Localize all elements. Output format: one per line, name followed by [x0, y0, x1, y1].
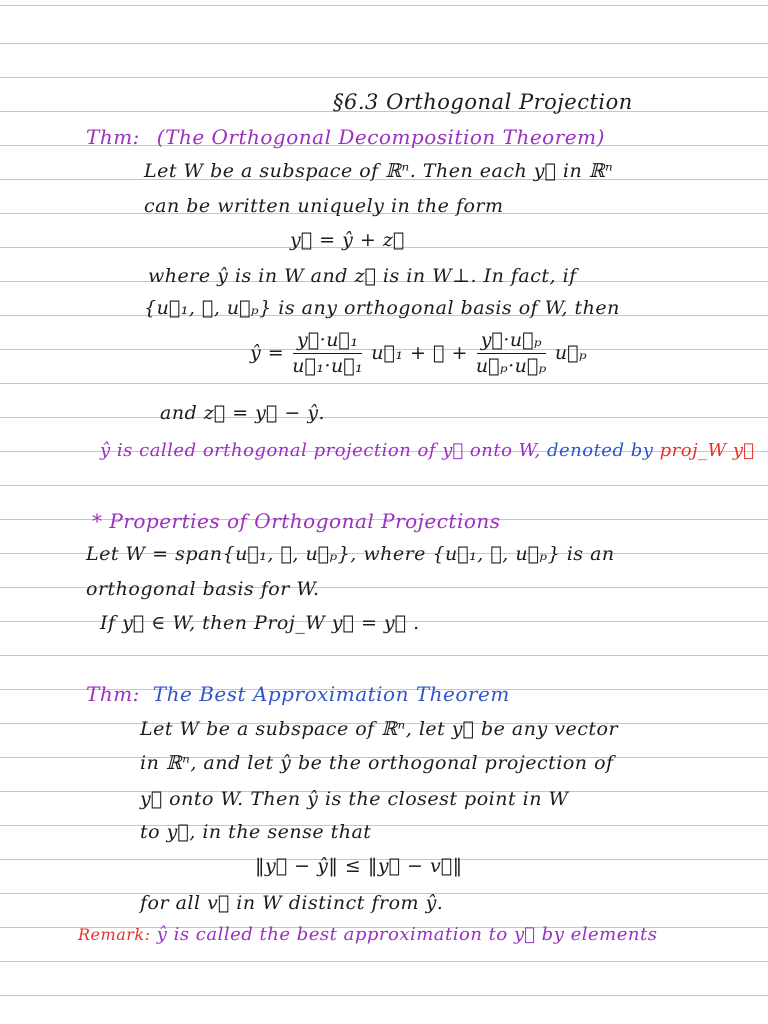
theorem2-line4: to y⃗, in the sense that: [140, 821, 372, 843]
theorem2-title: The Best Approximation Theorem: [152, 682, 510, 706]
eq2-tail: u⃗ₚ: [554, 342, 588, 365]
theorem2-line2: in ℝⁿ, and let ŷ be the orthogonal projection of: [140, 752, 614, 774]
eq2-fraction1-denominator: u⃗₁·u⃗₁: [292, 354, 364, 377]
definition-part1: ŷ is called orthogonal projection of y⃗ onto W,: [100, 440, 541, 461]
theorem1-label: Thm:: [86, 125, 140, 149]
theorem1-equation1: y⃗ = ŷ + z⃗: [290, 229, 405, 251]
theorem1-title: (The Orthogonal Decomposition Theorem): [156, 125, 605, 149]
theorem1-line4: {u⃗₁, ⋯, u⃗ₚ} is any orthogonal basis of W, then: [144, 297, 620, 319]
theorem1-line5: and z⃗ = y⃗ − ŷ.: [160, 402, 326, 424]
theorem1-line1: Let W be a subspace of ℝⁿ. Then each y⃗ in ℝⁿ: [144, 160, 614, 182]
theorem2-heading: [86, 682, 510, 706]
eq2-fraction2-denominator: u⃗ₚ·u⃗ₚ: [475, 354, 547, 377]
remark-label: Remark:: [78, 925, 151, 944]
properties-heading: * Properties of Orthogonal Projections: [92, 509, 501, 533]
remark: [78, 924, 657, 945]
properties-line3: If y⃗ ∈ W, then Proj_W y⃗ = y⃗ .: [100, 612, 420, 634]
eq2-middle: u⃗₁ + ⋯ +: [371, 342, 468, 365]
eq2-lhs: ŷ =: [250, 342, 285, 365]
section-title: §6.3 Orthogonal Projection: [333, 90, 633, 114]
theorem2-line5: for all v⃗ in W distinct from ŷ.: [140, 892, 444, 914]
eq2-fraction2: [472, 330, 551, 377]
theorem1-equation2: [250, 330, 587, 377]
theorem2-label: Thm:: [86, 682, 140, 706]
projection-definition: [100, 440, 754, 461]
theorem2-line3: y⃗ onto W. Then ŷ is the closest point in W: [140, 788, 569, 810]
eq2-fraction2-numerator: y⃗·u⃗ₚ: [477, 330, 546, 354]
properties-line2: orthogonal basis for W.: [86, 578, 320, 600]
theorem1-line3: where ŷ is in W and z⃗ is in W⊥. In fact, if: [148, 265, 577, 287]
eq2-fraction1-numerator: y⃗·u⃗₁: [293, 330, 362, 354]
remark-part1: ŷ is called: [156, 924, 254, 945]
remark-part2: the best approximation to y⃗ by elements: [259, 924, 658, 945]
definition-part2: denoted by: [546, 440, 654, 461]
theorem2-line1: Let W be a subspace of ℝⁿ, let y⃗ be any vector: [140, 718, 619, 740]
theorem1-heading: [86, 125, 605, 149]
definition-part3: proj_W y⃗: [659, 440, 755, 461]
properties-line1: Let W = span{u⃗₁, ⋯, u⃗ₚ}, where {u⃗₁, ⋯, u⃗ₚ} is an: [86, 543, 615, 565]
theorem1-line2: can be written uniquely in the form: [144, 195, 504, 217]
eq2-fraction1: [288, 330, 367, 377]
theorem2-equation: ‖y⃗ − ŷ‖ ≤ ‖y⃗ − v⃗‖: [255, 855, 463, 877]
